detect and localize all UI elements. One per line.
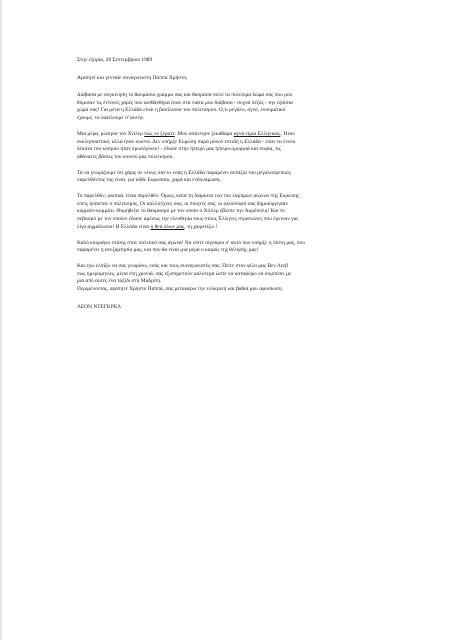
underlined-text: αγνά είμαι Ελληνικός (233, 130, 281, 137)
paragraph-3 (77, 170, 395, 185)
paragraph-line: σεβασμό με τον οποίον έδωσε αμέσως την ελευθερία τους στους Έλληνες στρατιώτες που έμειναν για (77, 216, 298, 223)
paragraph-line: εσείς ήσασταν ο πολιτισμός. Οι καλλιτέχνες σας, οι ποιητές σας, οι φιλόσοφοί σας δημιούργησαν (77, 200, 288, 207)
letter-salutation: Αγαπητέ και γενναίε συναγωνιστή Παππά Χρήστο, (77, 74, 188, 81)
letter-dateline: Στην εξορία, 28 Σεπτεμβρίου 1989 (77, 57, 153, 63)
paragraph-line: πως ημερομηνίες, μέσα στη χρονιά, σας εξυπηρετούν καλύτερα ώστε να καταφέρω να συμπέσει με (77, 270, 292, 277)
paragraph-line: εκκλησιαστικό, αλλά ήταν σωστό. Δεν υπήρξε Ευρώπη παρά μόνον επειδή η Ελλάδα - όταν το εννέα (77, 138, 296, 145)
letter-closing: Περιμένοντας, αγαπητέ Χρήστο Παππά, σας μεταφέρω την ειλικρινή και βαθιά μου αφοσίωση. (77, 286, 283, 293)
paragraph-line: Καλό κουράγιο επίσης στον πολιτικό σας αγώνα! Να είστε σίγουροι σ' αυτό που υπήρξε η πίστη μας, που (77, 239, 305, 246)
text-segment: , τη χαιρετίζω ! (184, 223, 218, 230)
paragraph-line: Το παρελθόν, φυσικά, είναι παρελθόν. Όμως, κατά τη διάρκεια των πιο λαμπρών αιώνων της Ευρώπης (77, 193, 300, 200)
paragraph-line: Και εγώ ελπίζω να σας γνωρίσω, εσάς και τους συναγωνιστές σας. Πείτε στον φίλο μας Βεν Λεεβ (77, 263, 289, 270)
underlined-text: η θεά όλων μας (150, 223, 185, 230)
paragraph-line: παραμένει η ανεξαρτησία μας, και που θα είναι μια μέρα ο καιρός της θέλησής μας! (77, 247, 259, 254)
paragraph-5 (77, 240, 395, 255)
text-segment: . Μου απάντησε ξεκάθαρα (174, 130, 234, 137)
paragraph-line: μια από αυτές ένα ταξίδι στη Μαδρίτη. (77, 278, 162, 285)
paragraph-line: αθάνατες βάσεις του κοινού μας πολιτισμού. (77, 153, 174, 160)
paragraph-line: Διάβασα με συγκίνηση το θαυμάσιο γράμμα σας και θαύμασα πολύ τα πολύτιμα δώρα σας που μου (77, 92, 293, 99)
paragraph-line: δέκατα του κόσμου ήταν πρωτόγονοι! - έδωσε στην ήπειρό μας ήπειρο ομορφιά και σοφία, τις (77, 146, 281, 153)
text-segment: λίγο αιχμάλωτοι! Η Ελλάδα είναι (77, 223, 151, 230)
paragraph-line: Τα να γνωρίζουμε ότι χάρις σε νέους σαν κι εσάς η Ελλάδα παραμένει αντάξια του μεγαλοπρεπούς (77, 169, 291, 176)
paragraph-line: κομμάτι-κομμάτι. Θυμηθείτε το θαυμασμό με τον οποίο ο Χίτλερ έβλεπε την Ακρόπολη! Και το (77, 208, 285, 215)
paragraph-line: παρελθόντος της είναι, για κάθε Ευρωπαίο, χαρά και ενδυνάμωση. (77, 177, 221, 184)
letter-signature: ΛΕΟΝ ΝΤΕΓΚΡΕΛ (77, 303, 122, 310)
paragraph-4 (77, 193, 395, 231)
paragraph-2 (77, 131, 395, 161)
paragraph-1 (77, 92, 395, 122)
underlined-text: πώς το ξέρατε (144, 130, 175, 137)
paragraph-line: έχουμε, το οφείλουμε σ' αυτήν. (77, 114, 145, 121)
paragraph-line: θύμισαν τις έντονες χαρές που αισθάνθηκα όταν στα νιάτα μου διάβασα - συχνά πεζός - την εξαίσια (77, 99, 293, 106)
paragraph-line (77, 224, 395, 232)
paragraph-line: χώρα σας! Για μένα η Ελλάδα είναι η βασίλισσα του πολιτισμού. Ο,τι μεγάλο, αγνό, ενσυματικό (77, 107, 286, 114)
text-segment: Μια μέρα, ρώτησα τον Χίτλερ (77, 130, 145, 137)
text-segment: . Ήταν (280, 130, 295, 137)
paragraph-line (77, 131, 395, 139)
paragraph-6 (77, 263, 395, 286)
letter-body (77, 57, 395, 311)
